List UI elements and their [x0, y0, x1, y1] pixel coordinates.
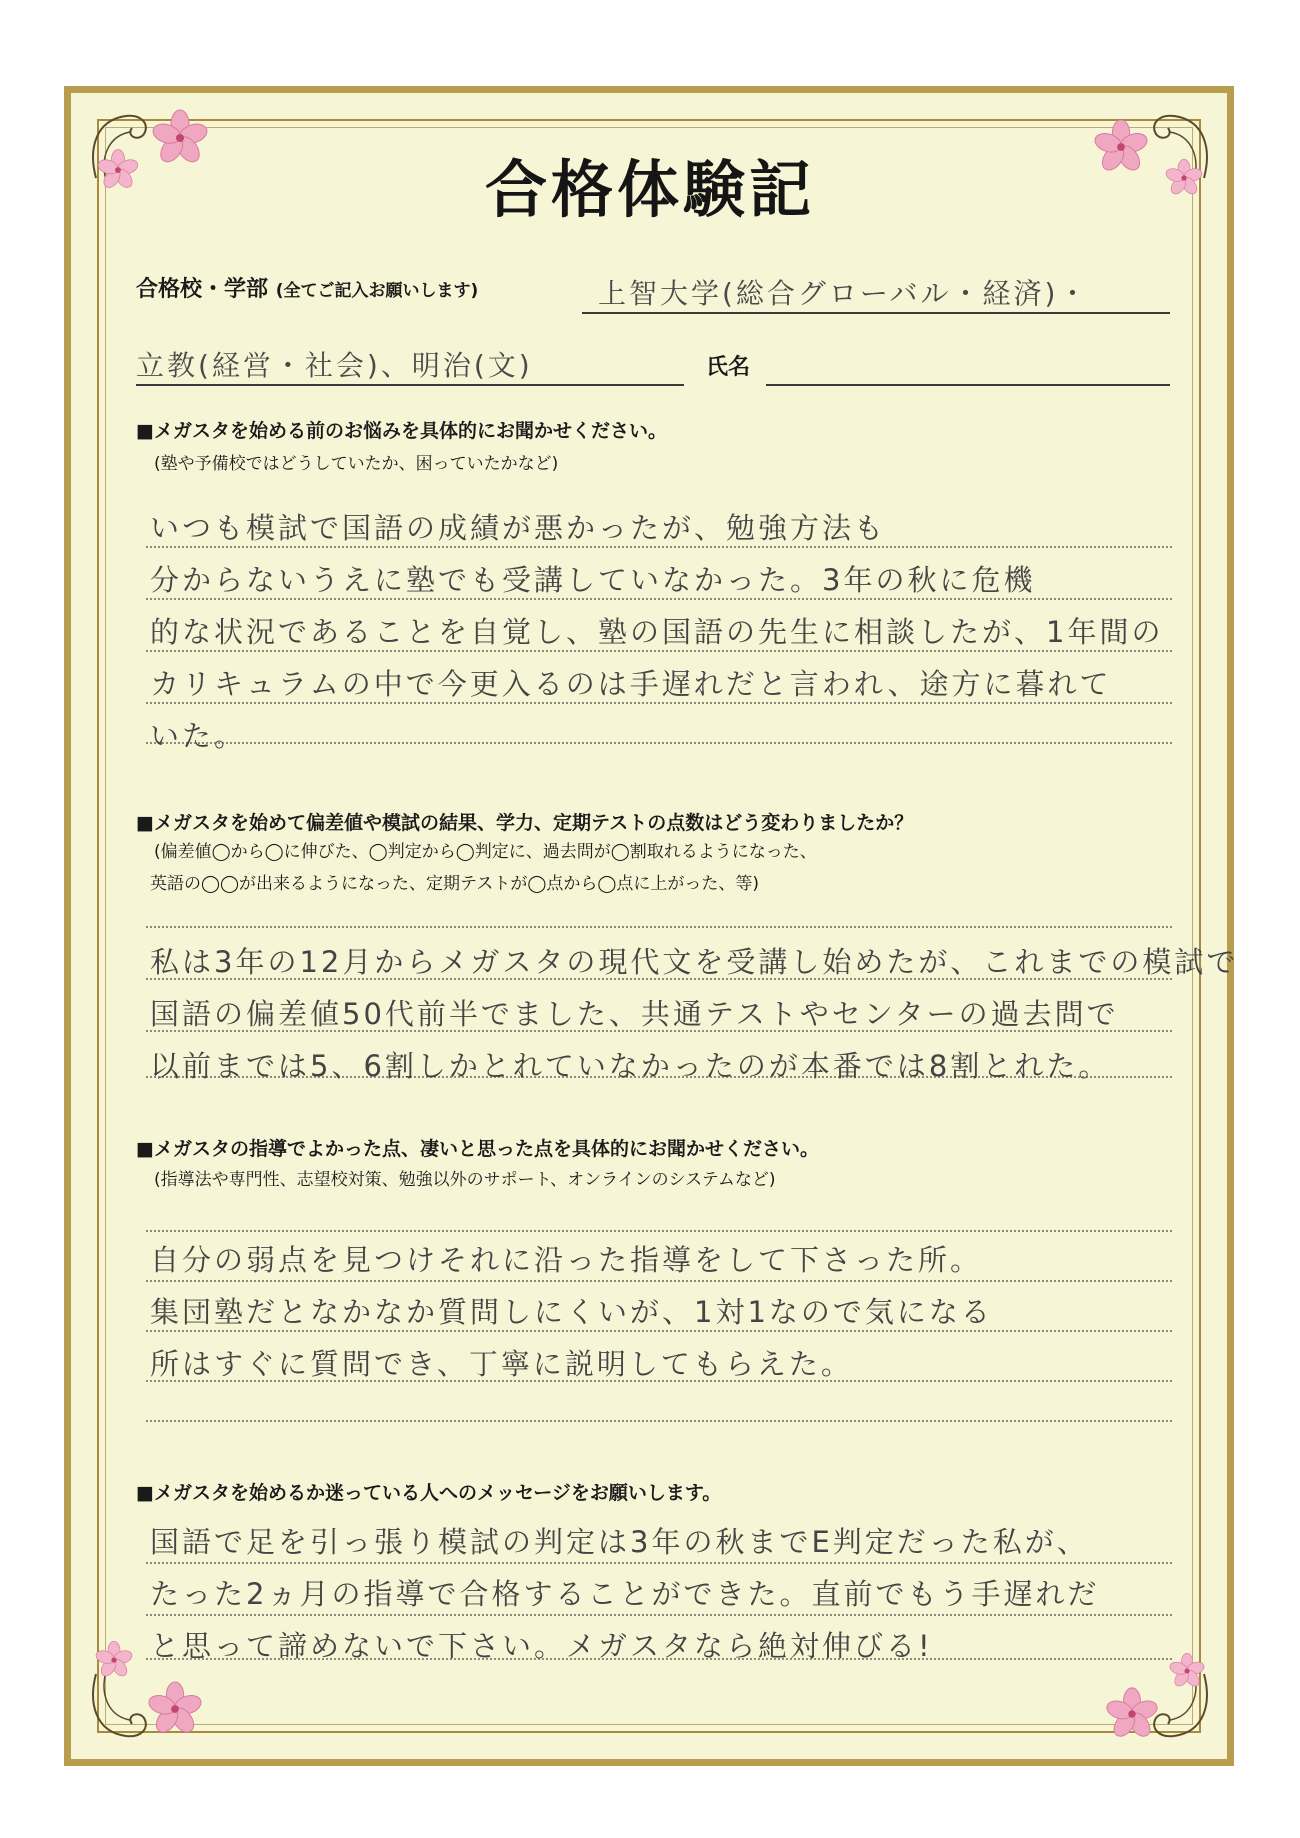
cherry-blossom-icon [146, 1680, 204, 1738]
answer-line: 分からないうえに塾でも受講していなかった。3年の秋に危機 [150, 563, 1036, 597]
question-2-note-1: (偏差値◯から◯に伸びた、◯判定から◯判定に、過去問が◯割取れるようになった、 [154, 842, 817, 862]
answer-line: と思って諦めないで下さい。メガスタなら絶対伸びる! [150, 1629, 933, 1663]
school-answer-line1: 上智大学(総合グローバル・経済)・ [598, 277, 1090, 310]
question-3-note: (指導法や専門性、志望校対策、勉強以外のサポート、オンラインのシステムなど) [154, 1170, 776, 1190]
question-1-heading: ■メガスタを始める前のお悩みを具体的にお聞かせください。 [136, 420, 667, 442]
answer-rule [146, 1420, 1172, 1422]
answer-rule [146, 1230, 1172, 1232]
page-title: 合格体験記 [484, 153, 815, 226]
question-4-answer [150, 1518, 1180, 1674]
question-2-answer [150, 938, 1239, 1094]
name-label: 氏名 [706, 355, 751, 380]
answer-line: 国語で足を引っ張り模試の判定は3年の秋までE判定だった私が、 [150, 1525, 1089, 1559]
question-1-answer [150, 504, 1180, 752]
question-2-heading: ■メガスタを始めて偏差値や模試の結果、学力、定期テストの点数はどう変わりましたか？ [136, 812, 914, 834]
answer-line: 以前までは5、6割しかとれていなかったのが本番では8割とれた。 [150, 1049, 1111, 1083]
name-field[interactable] [766, 384, 1170, 386]
cherry-blossom-icon [94, 1640, 134, 1680]
school-label [136, 272, 478, 303]
answer-line: いた。 [150, 719, 247, 753]
question-3-answer [150, 1236, 1180, 1392]
answer-line: カリキュラムの中で今更入るのは手遅れだと言われ、途方に暮れて [150, 667, 1112, 701]
answer-line: 所はすぐに質問でき、丁寧に説明してもらえた。 [150, 1347, 853, 1381]
question-4-heading: ■メガスタを始めるか迷っている人へのメッセージをお願いします。 [136, 1482, 722, 1504]
answer-line: 私は3年の12月からメガスタの現代文を受講し始めたが、これまでの模試で [150, 945, 1239, 979]
answer-line: 国語の偏差値50代前半でました、共通テストやセンターの過去問で [150, 997, 1119, 1031]
question-2-note-2: 英語の◯◯が出来るようになった、定期テストが◯点から◯点に上がった、等) [150, 874, 760, 894]
school-underline-1 [582, 312, 1170, 314]
school-note: (全てご記入お願いします) [275, 281, 479, 301]
answer-line: 自分の弱点を見つけそれに沿った指導をして下さった所。 [150, 1243, 983, 1277]
school-label-text: 合格校・学部 [136, 277, 269, 302]
cherry-blossom-icon [1104, 1686, 1160, 1742]
question-3-heading: ■メガスタの指導でよかった点、凄いと思った点を具体的にお聞かせください。 [136, 1138, 819, 1160]
question-1-note: (塾や予備校ではどうしていたか、困っていたかなど) [154, 454, 559, 474]
answer-line: 的な状況であることを自覚し、塾の国語の先生に相談したが、1年間の [150, 615, 1164, 649]
school-answer-line2: 立教(経営・社会)、明治(文) [136, 349, 533, 382]
answer-rule [146, 926, 1172, 928]
answer-line: いつも模試で国語の成績が悪かったが、勉強方法も [150, 511, 887, 545]
answer-line: たった2ヵ月の指導で合格することができた。直前でもう手遅れだ [150, 1577, 1100, 1611]
school-underline-2 [136, 384, 684, 386]
answer-line: 集団塾だとなかなか質問しにくいが、1対1なので気になる [150, 1295, 993, 1329]
